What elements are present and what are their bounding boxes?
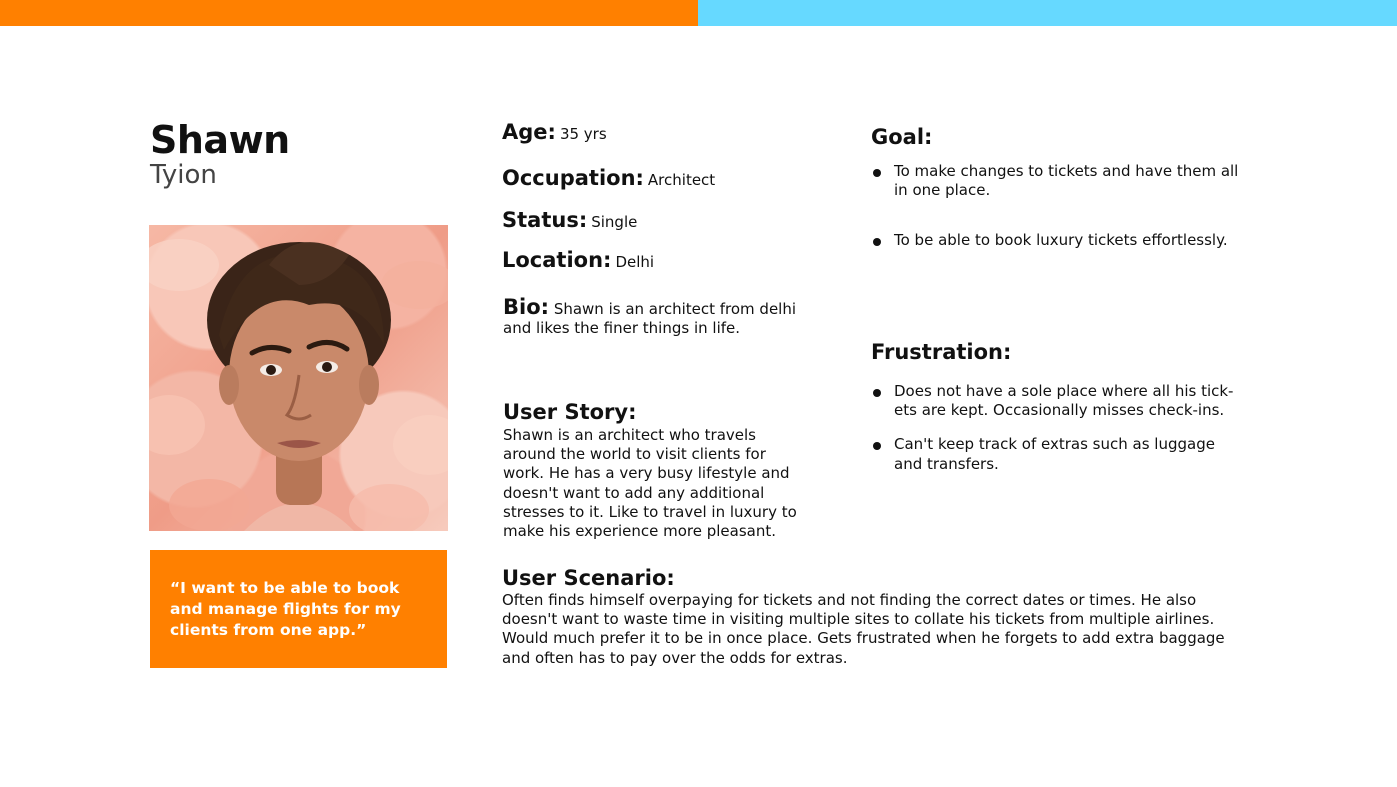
frustration-list <box>871 382 1246 474</box>
frustration-item <box>871 382 1246 420</box>
top-accent-bar-blue <box>698 0 1397 26</box>
location-field <box>502 248 654 272</box>
goal-list <box>871 162 1241 251</box>
location-value: Delhi <box>615 253 655 271</box>
bullet-icon <box>873 442 881 450</box>
frustration-item-text: Can't keep track of extras such as luggage and transfers. <box>894 435 1215 473</box>
persona-quote-text: “I want to be able to book and manage flights for my clients from one app.” <box>170 579 401 639</box>
bio-text: Shawn is an architect from delhi and likes the finer things in life. <box>503 300 797 337</box>
user-story-text: Shawn is an architect who travels around the world to visit clients for work. He has a very busy lifestyle and doesn't want to add any additional stresses to it. Like to travel in luxury to make his experience more pleasant. <box>503 426 797 541</box>
persona-first-name: Shawn <box>150 118 290 162</box>
frustration-title: Frustration: <box>871 340 1012 364</box>
bullet-icon <box>873 169 881 177</box>
bio-field <box>503 295 803 338</box>
age-value: 35 yrs <box>559 125 607 143</box>
goal-item <box>871 162 1241 200</box>
persona-quote-box <box>150 550 447 668</box>
user-story-title: User Story: <box>503 400 637 424</box>
bullet-icon <box>873 389 881 397</box>
status-field <box>502 208 637 232</box>
persona-last-name: Tyion <box>150 160 217 190</box>
occupation-value: Architect <box>647 171 716 189</box>
bullet-icon <box>873 238 881 246</box>
top-accent-bar-orange <box>0 0 698 26</box>
persona-photo <box>149 225 448 531</box>
status-value: Single <box>591 213 638 231</box>
occupation-field <box>502 166 715 190</box>
goal-title: Goal: <box>871 125 933 149</box>
goal-item <box>871 231 1241 250</box>
goal-item-text: To be able to book luxury tickets effortlessly. <box>894 231 1228 250</box>
frustration-item <box>871 435 1246 473</box>
goal-item-text: To make changes to tickets and have them all in one place. <box>894 162 1239 200</box>
user-scenario-title: User Scenario: <box>502 566 675 590</box>
persona-portrait-illustration <box>149 225 448 531</box>
bio-label: Bio: <box>503 295 550 319</box>
age-label: Age: <box>502 120 556 144</box>
location-label: Location: <box>502 248 612 272</box>
user-scenario-text: Often finds himself overpaying for tickets and not finding the correct dates or times. He also doesn't want to waste time in visiting multiple sites to collate his tickets from multiple airlines. Would much prefer it to be in once place. Gets frustrated when he forgets to add extra baggage and often has to pay over the odds for extras. <box>502 591 1225 667</box>
status-label: Status: <box>502 208 588 232</box>
age-field <box>502 120 607 144</box>
frustration-item-text: Does not have a sole place where all his tick-ets are kept. Occasionally misses check-ins. <box>894 382 1234 420</box>
occupation-label: Occupation: <box>502 166 644 190</box>
